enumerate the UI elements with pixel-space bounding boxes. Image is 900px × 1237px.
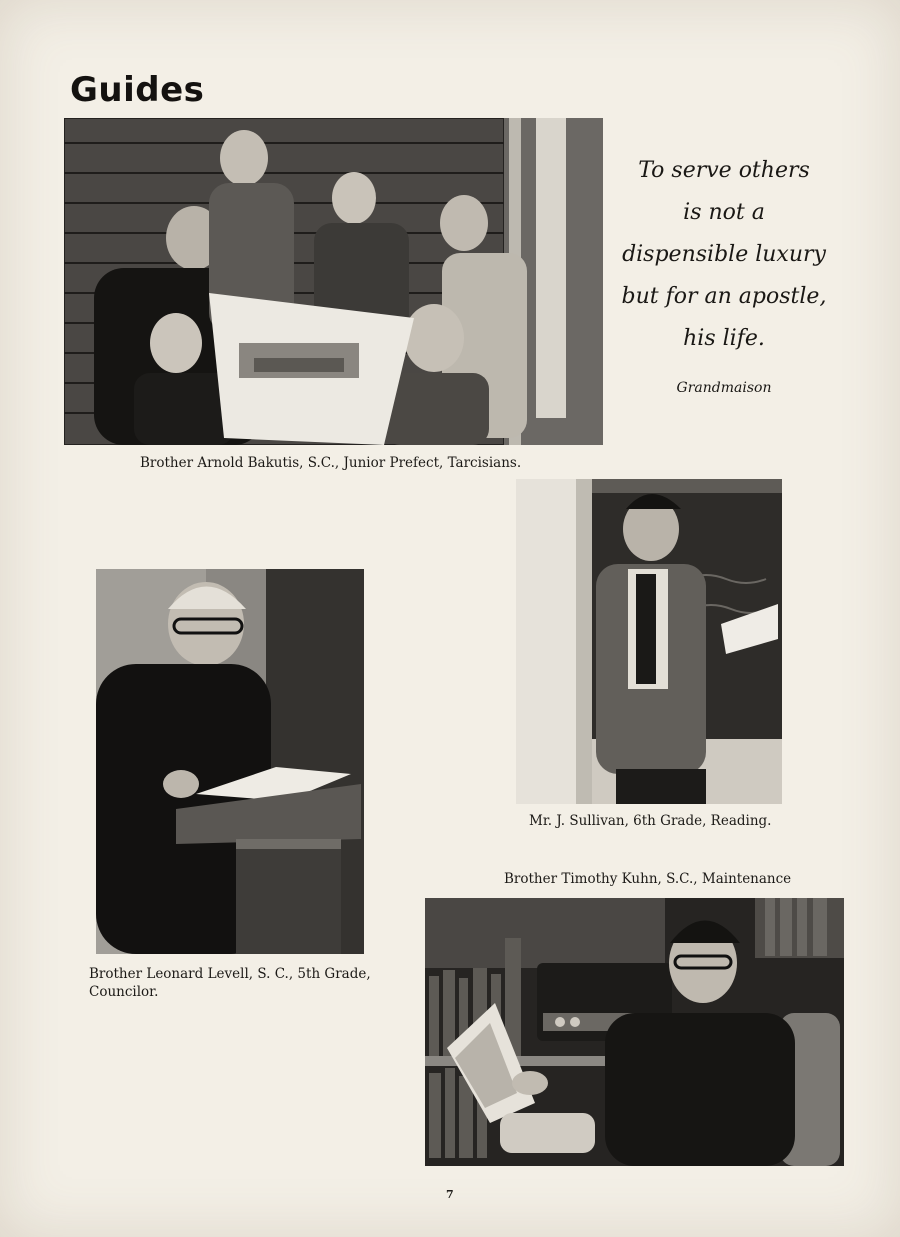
photo-teacher-reading [516,479,782,804]
page-number: 7 [446,1188,454,1201]
quote-line: but for an apostle, [621,284,827,309]
quote-line: is not a [683,200,765,225]
photo-lectern-caption [89,965,371,1001]
photo-group-with-drawing [64,118,603,445]
photo-brother-at-lectern [96,569,364,954]
quote-line: To serve others [638,158,810,183]
quote [612,150,836,360]
photo-lectern-caption-line1: Brother Leonard Levell, S. C., 5th Grade, [89,966,371,982]
photo-lectern-caption-line2: Councilor. [89,984,159,1000]
photo-newspaper-caption: Brother Timothy Kuhn, S.C., Maintenance [504,871,792,887]
quote-line: dispensible luxury [622,242,826,267]
page-title: Guides [70,70,205,110]
quote-attribution: Grandmaison [676,380,772,396]
photo-group-caption: Brother Arnold Bakutis, S.C., Junior Prefect, Tarcisians. [140,455,522,471]
quote-line: his life. [683,326,765,351]
photo-brother-reading-newspaper [425,898,844,1166]
photo-teacher-caption: Mr. J. Sullivan, 6th Grade, Reading. [529,813,772,829]
